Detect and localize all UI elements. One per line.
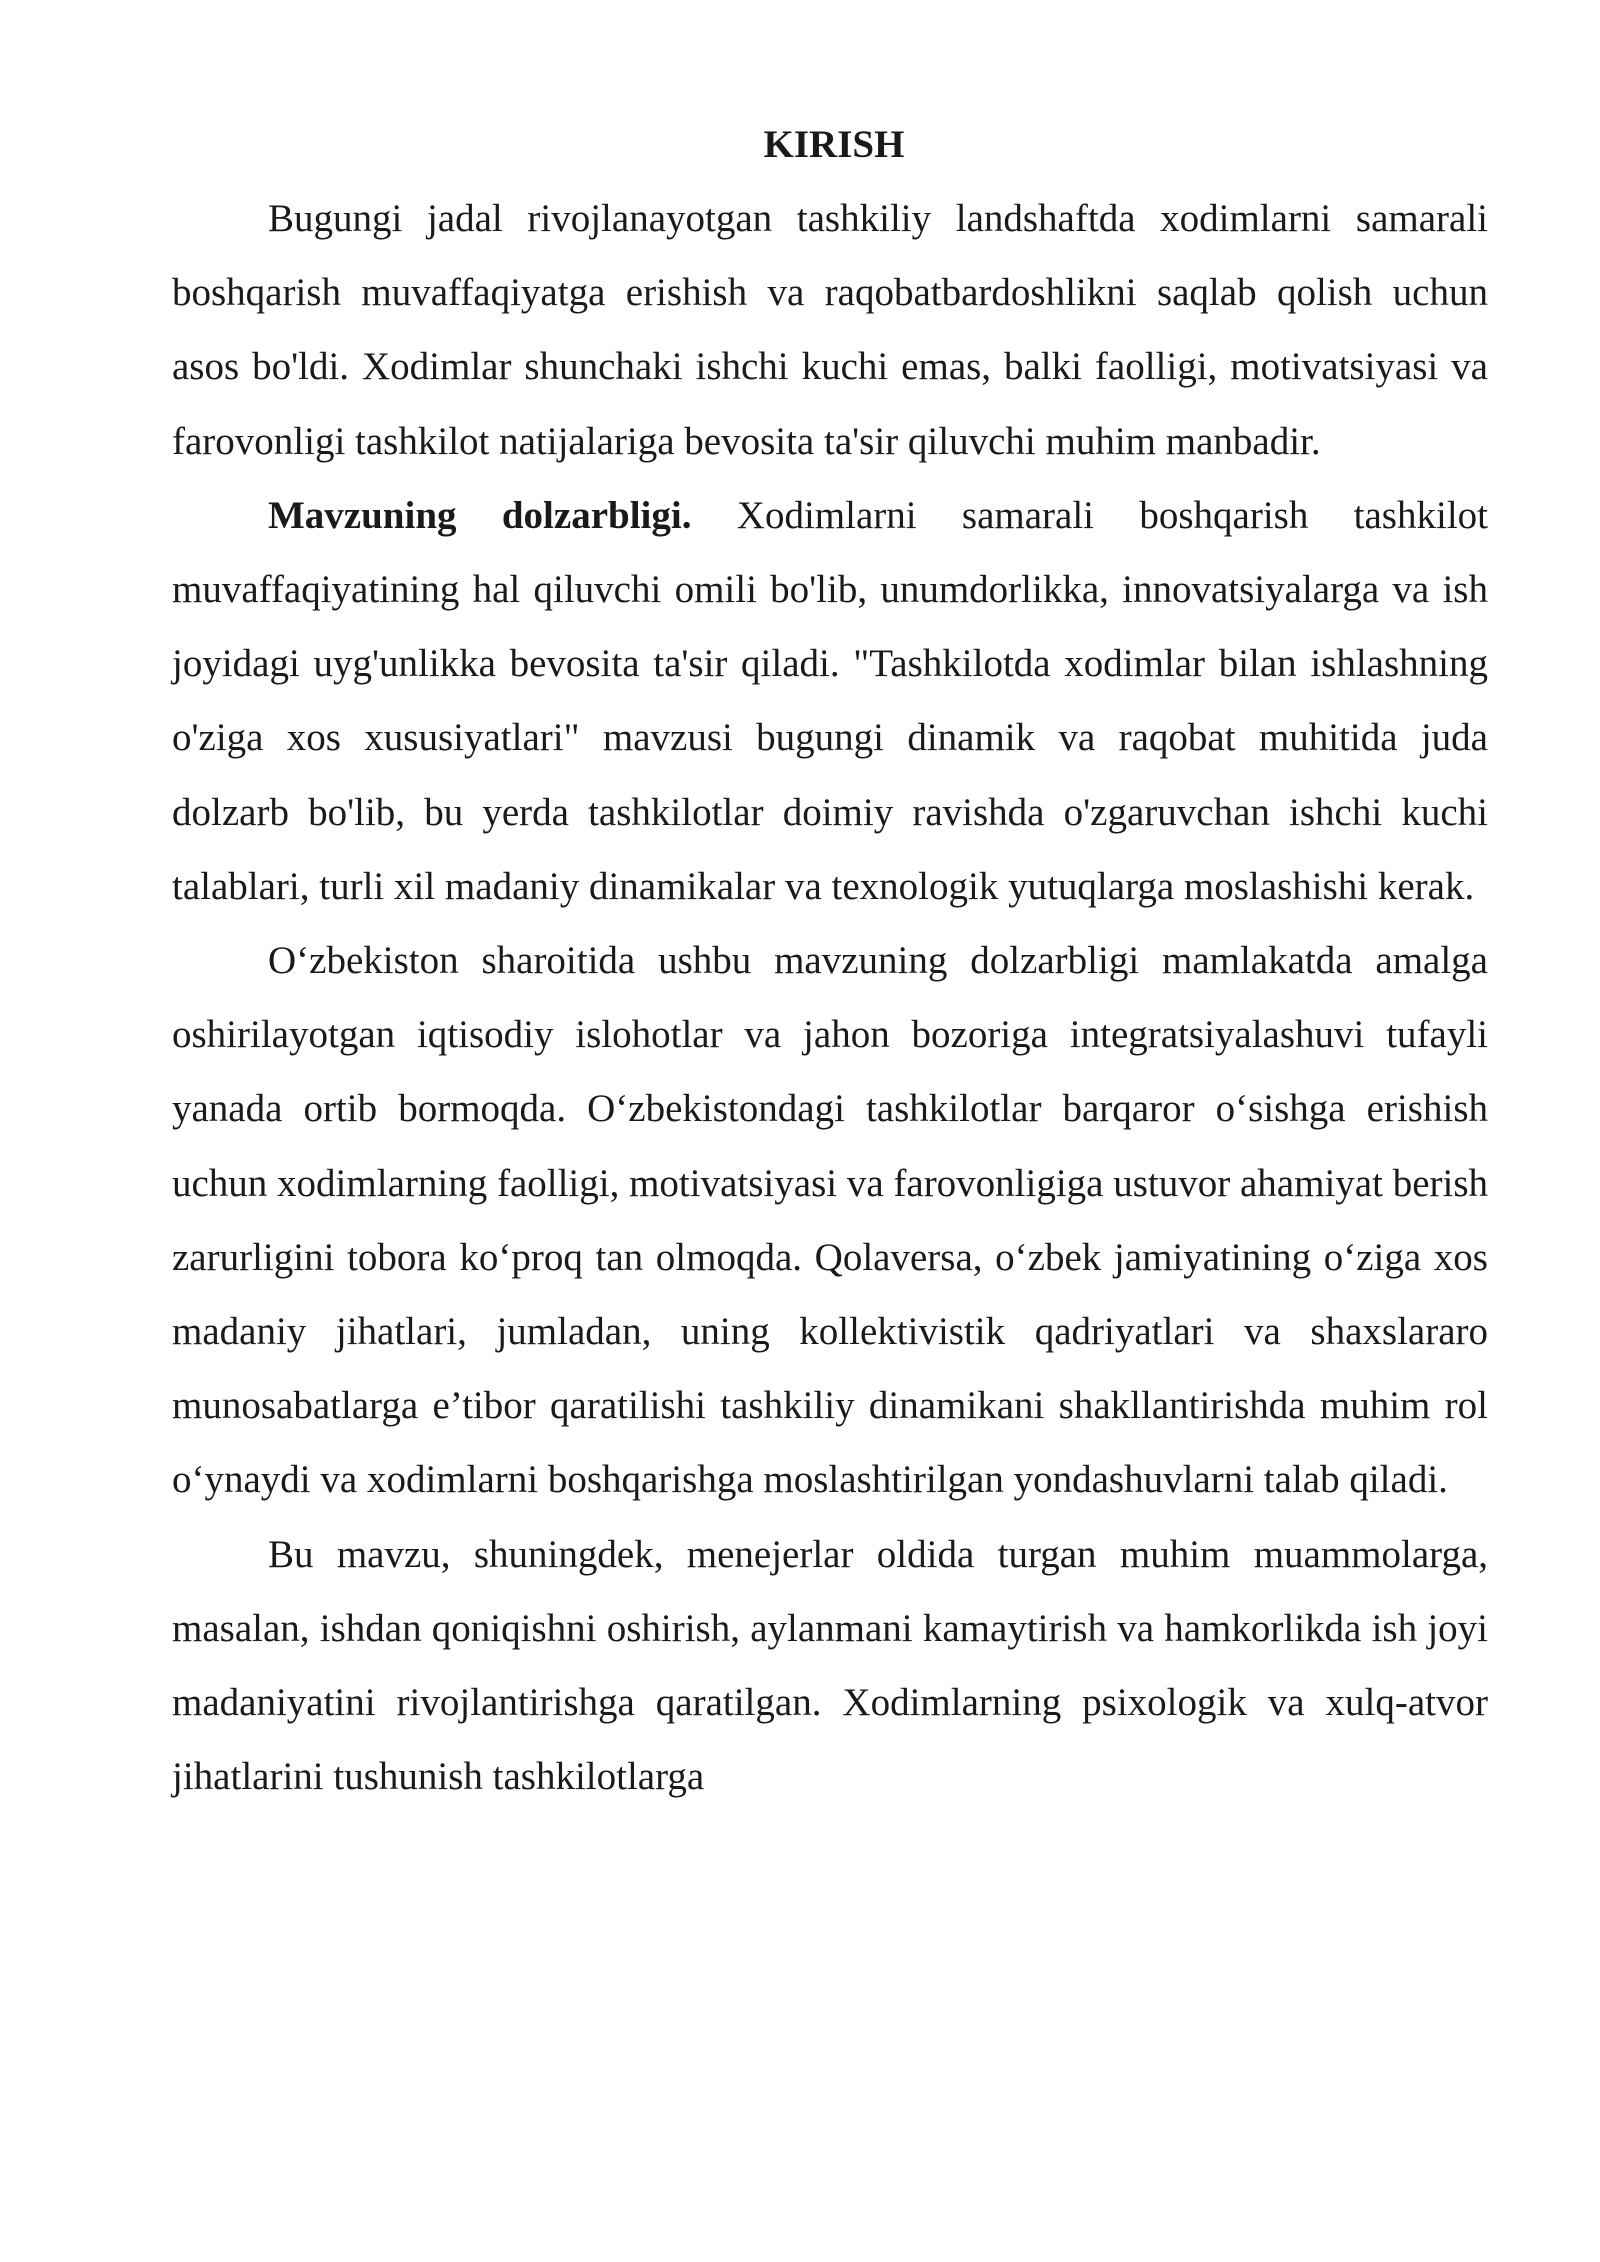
- paragraph-text: O‘zbekiston sharoitida ushbu mavzuning dolzarbligi mamlakatda amalga oshirilayotgan iqtisodiy islohotlar va jahon bozoriga integratsiyalashuvi tufayli yanada ortib bormoqda. O‘zbekistondagi tashkilotlar barqaror o‘sishga erishish uchun xodimlarning faolligi, motivatsiyasi va farovonligiga ustuvor ahamiyat berish zarurligini tobora ko‘proq tan olmoqda. Qolaversa, o‘zbek jamiyatining o‘ziga xos madaniy jihatlari, jumladan, uning kollektivistik qadriyatlari va shaxslararo munosabatlarga e’tibor qaratilishi tashkiliy dinamikani shakllantirishda muhim rol o‘ynaydi va xodimlarni boshqarishga moslashtirilgan yondashuvlarni talab qiladi.: [172, 939, 1488, 1502]
- paragraph-lead-heading: Mavzuning dolzarbligi.: [268, 493, 692, 537]
- paragraph-relevance: [172, 479, 1488, 924]
- paragraph-managers: [172, 1518, 1488, 1815]
- paragraph-text: Bu mavzu, shuningdek, menejerlar oldida turgan muhim muammolarga, masalan, ishdan qoniqishni oshirish, aylanmani kamaytirish va hamkorlikda ish joyi madaniyatini rivojlantirishga qaratilgan. Xodimlarning psixologik va xulq-atvor jihatlarini tushunish tashkilotlarga: [172, 1532, 1488, 1799]
- paragraph-intro: [172, 182, 1488, 479]
- paragraph-text: Bugungi jadal rivojlanayotgan tashkiliy landshaftda xodimlarni samarali boshqarish muvaffaqiyatga erishish va raqobatbardoshlikni saqlab qolish uchun asos bo'ldi. Xodimlar shunchaki ishchi kuchi emas, balki faolligi, motivatsiyasi va farovonligi tashkilot natijalariga bevosita ta'sir qiluvchi muhim manbadir.: [172, 197, 1488, 463]
- paragraph-text: Xodimlarni samarali boshqarish tashkilot muvaffaqiyatining hal qiluvchi omili bo'lib, unumdorlikka, innovatsiyalarga va ish joyidagi uyg'unlikka bevosita ta'sir qiladi. "Tashkilotda xodimlar bilan ishlashning o'ziga xos xususiyatlari" mavzusi bugungi dinamik va raqobat muhitida juda dolzarb bo'lib, bu yerda tashkilotlar doimiy ravishda o'zgaruvchan ishchi kuchi talablari, turli xil madaniy dinamikalar va texnologik yutuqlarga moslashishi kerak.: [172, 493, 1488, 908]
- page-title: KIRISH: [763, 123, 905, 166]
- paragraph-uzbekistan-context: [172, 924, 1488, 1518]
